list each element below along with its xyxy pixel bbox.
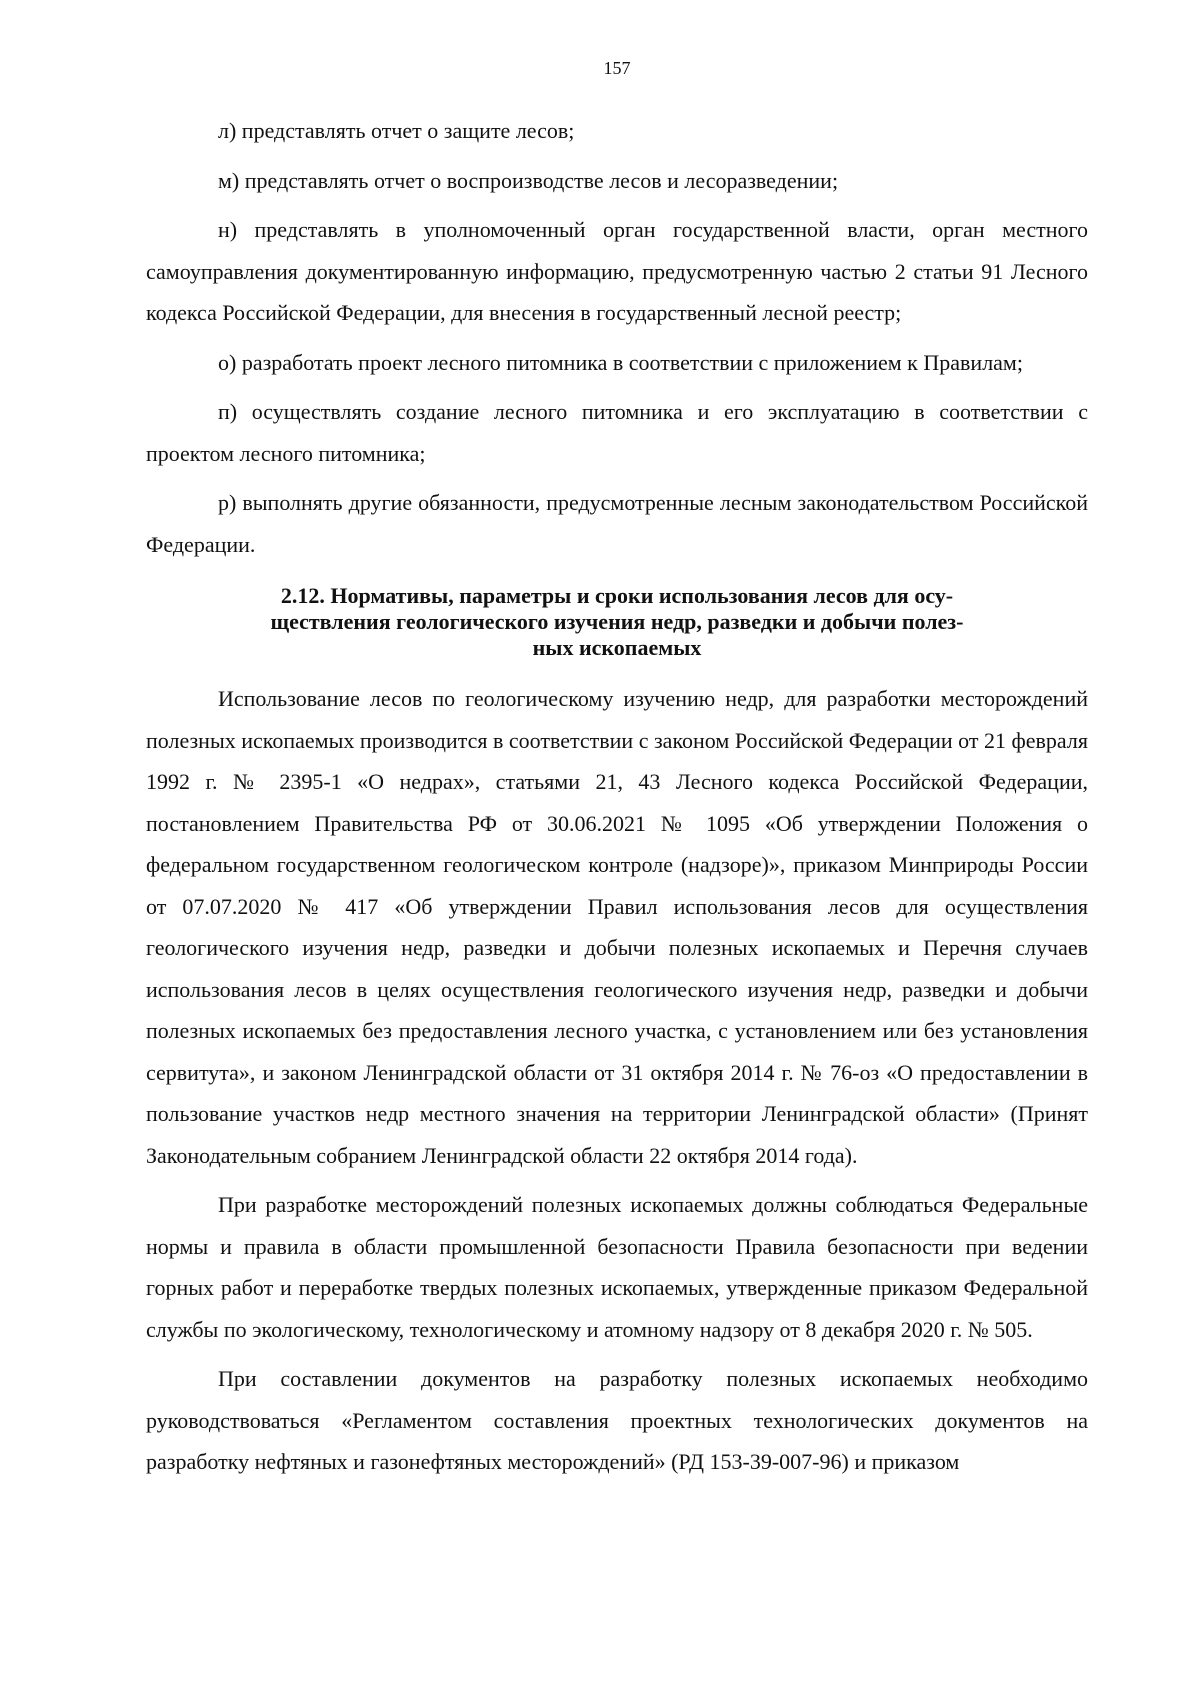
section-heading-line: ществления геологического изучения недр, разведки и добычи полез- xyxy=(270,609,964,634)
body-paragraph: При разработке месторождений полезных ископаемых должны соблюдаться Федеральные нормы и правила в области промышленной безопасности Правила безопасности при ведении горных работ и переработке твердых полезных ископаемых, утвержденные приказом Федеральной службы по экологическому, технологическому и атомному надзору от 8 декабря 2020 г. № 505. xyxy=(146,1192,1088,1342)
section-heading-line: ных ископаемых xyxy=(532,635,702,660)
body-paragraph: Использование лесов по геологическому изучению недр, для разработки месторождений полезных ископаемых производится в соответствии с законом Российской Федерации от 21 февраля 1992 г. № 2395-1 «О недрах», статьями 21, 43 Лесного кодекса Российской Федерации, постановлением Правительства РФ от 30.06.2021 № 1095 «Об утверждении Положения о федеральном государственном геологическом контроле (надзоре)», приказом Минприроды России от 07.07.2020 № 417 «Об утверждении Правил использования лесов для осуществления геологического изучения недр, разведки и добычи полезных ископаемых и Перечня случаев использования лесов в целях осуществления геологического изучения недр, разведки и добычи полезных ископаемых без предоставления лесного участка, с установлением или без установления сервитута», и законом Ленинградской области от 31 октября 2014 г. № 76-оз «О предоставлении в пользование участков недр местного значения на территории Ленинградской области» (Принят Законодательным собранием Ленинградской области 22 октября 2014 года). xyxy=(146,686,1088,1168)
list-item: о) разработать проект лесного питомника в соответствии с приложением к Правилам; xyxy=(218,349,1023,375)
list-item: н) представлять в уполномоченный орган государственной власти, орган местного самоуправления документированную информацию, предусмотренную частью 2 статьи 91 Лесного кодекса Российской Федерации, для внесения в государственный лесной реестр; xyxy=(146,217,1088,325)
section-body xyxy=(146,678,1088,1483)
obligations-list xyxy=(146,110,1088,565)
page-number: 157 xyxy=(603,58,631,78)
body-paragraph: При составлении документов на разработку полезных ископаемых необходимо руководствоваться «Регламентом составления проектных технологических документов на разработку нефтяных и газонефтяных месторождений» (РД 153-39-007-96) и приказом xyxy=(146,1366,1088,1474)
section-heading-line: 2.12. Нормативы, параметры и сроки использования лесов для осу- xyxy=(280,583,954,608)
list-item: р) выполнять другие обязанности, предусмотренные лесным законодательством Российской Федерации. xyxy=(146,490,1088,557)
list-item: п) осуществлять создание лесного питомника и его эксплуатацию в соответствии с проектом лесного питомника; xyxy=(146,399,1088,466)
section-heading xyxy=(206,583,1028,661)
list-item: л) представлять отчет о защите лесов; xyxy=(218,118,575,143)
list-item: м) представлять отчет о воспроизводстве лесов и лесоразведении; xyxy=(218,167,839,193)
